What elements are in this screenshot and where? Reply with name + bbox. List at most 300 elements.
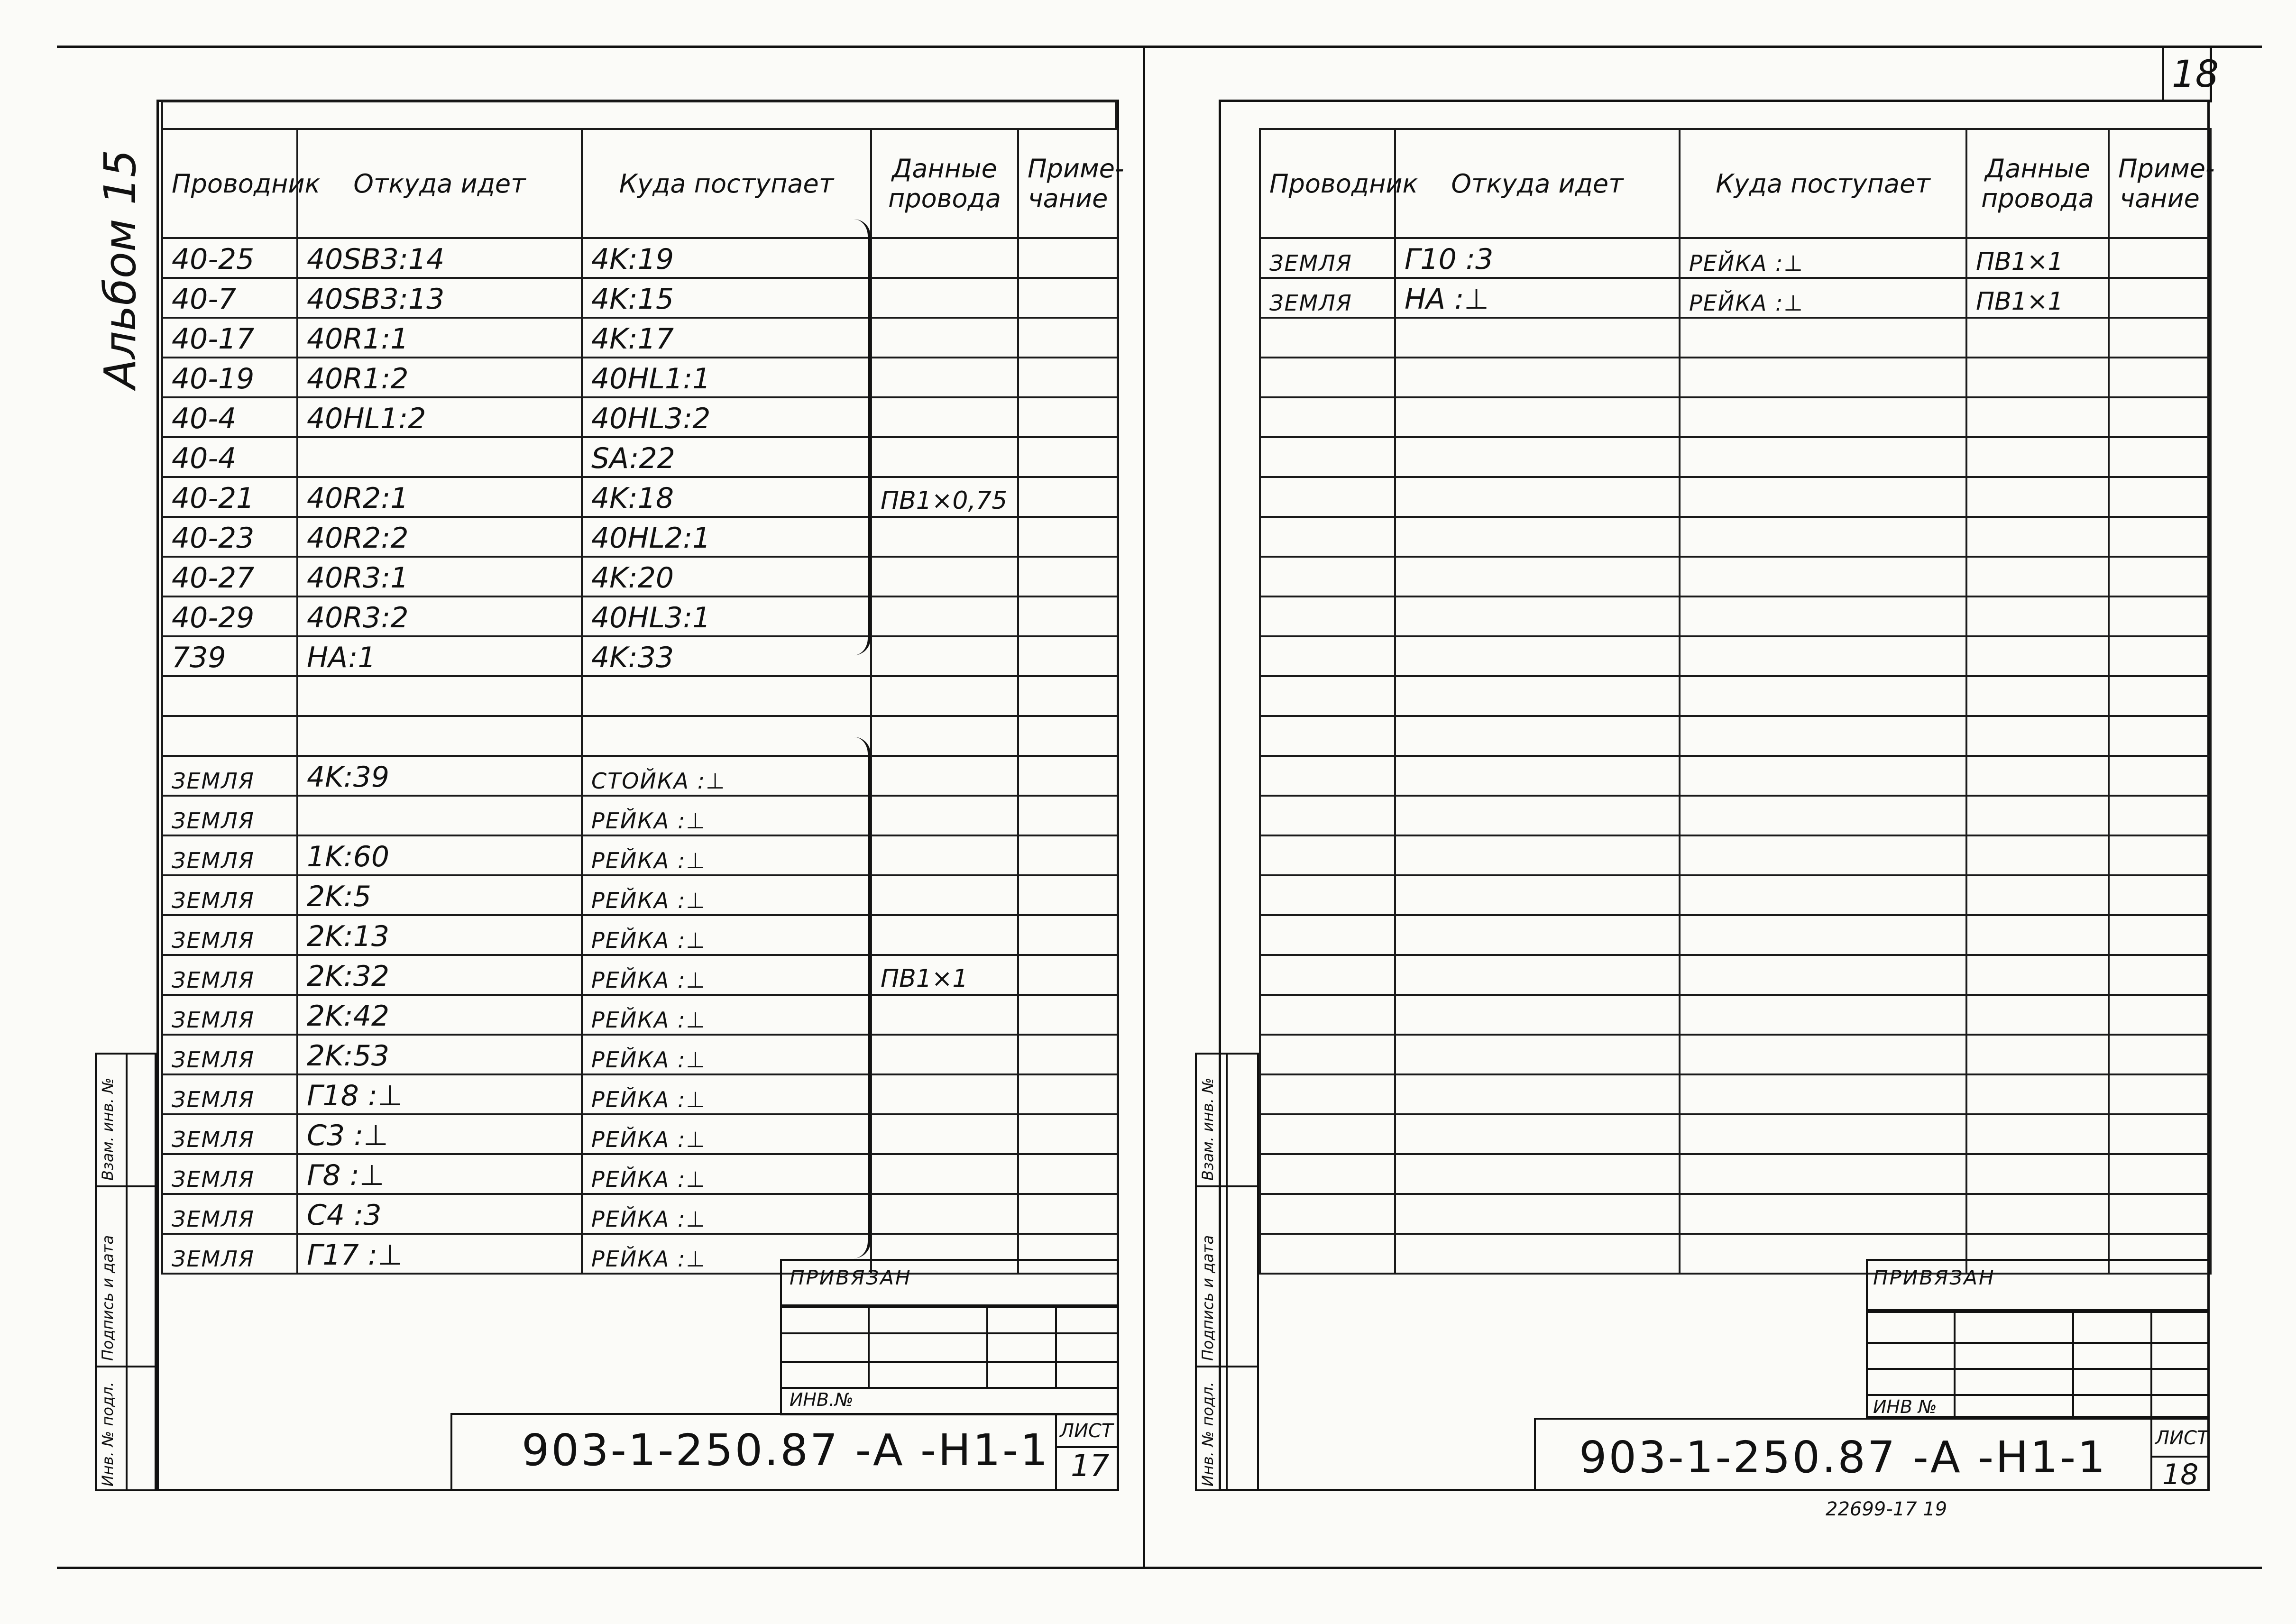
cell-note [2109, 875, 2211, 915]
table-row [162, 437, 1118, 477]
left-attach-grid-h3 [780, 1387, 1119, 1389]
cell-conductor [1260, 1234, 1395, 1274]
cell-data [871, 557, 1018, 596]
cell-from: 2K:32 [297, 955, 582, 995]
cell-data [871, 835, 1018, 875]
header-note [2109, 129, 2215, 238]
cell-from [1395, 397, 1680, 437]
cell-conductor: ЗЕМЛЯ [162, 995, 297, 1035]
header-data-line2: провода [1981, 184, 2094, 213]
cell-note [1018, 477, 1118, 517]
cell-to [1680, 1114, 1966, 1154]
cell-to [1680, 437, 1966, 477]
cell-data [1966, 835, 2109, 875]
table-row [1260, 557, 2211, 596]
table-row [162, 1114, 1118, 1154]
left-inv-label: ИНВ.№ [790, 1389, 854, 1410]
table-row [162, 278, 1118, 318]
cell-from [1395, 1234, 1680, 1274]
cell-from: HA:1 [297, 636, 582, 676]
cell-from [1395, 596, 1680, 636]
header-from: Откуда идет [297, 129, 582, 238]
cell-data [1966, 596, 2109, 636]
cell-conductor: ЗЕМЛЯ [162, 835, 297, 875]
table-row [162, 756, 1118, 796]
cell-note [2109, 995, 2211, 1035]
cell-conductor [1260, 358, 1395, 397]
table-row [162, 1194, 1118, 1234]
table-row [1260, 238, 2211, 278]
table-row [1260, 1114, 2211, 1154]
cell-data [871, 1114, 1018, 1154]
table-row [162, 477, 1118, 517]
cell-from: HA :⊥ [1395, 278, 1680, 318]
cell-conductor: ЗЕМЛЯ [162, 915, 297, 955]
cell-data [1966, 1194, 2109, 1234]
cell-note [1018, 238, 1118, 278]
cell-note [2109, 397, 2211, 437]
cell-to [1680, 477, 1966, 517]
cell-from: 2K:53 [297, 1035, 582, 1074]
table-row [1260, 278, 2211, 318]
left-attach-grid-v2 [986, 1306, 988, 1387]
cell-data [1966, 517, 2109, 557]
right-inv-label: ИНВ № [1873, 1396, 1937, 1417]
cell-from: Г10 :3 [1395, 238, 1680, 278]
table-row [162, 796, 1118, 835]
cell-from: 40HL1:2 [297, 397, 582, 437]
cell-note [1018, 835, 1118, 875]
cell-data [871, 278, 1018, 318]
left-list-number: 17 [1071, 1449, 1110, 1484]
cell-to: РЕЙКА :⊥ [582, 1074, 871, 1114]
cell-data [871, 358, 1018, 397]
cell-data [1966, 915, 2109, 955]
table-row [1260, 1194, 2211, 1234]
right-attach-grid-v1 [1954, 1311, 1956, 1418]
cell-to [1680, 835, 1966, 875]
cell-data [871, 1154, 1018, 1194]
cell-from [1395, 1035, 1680, 1074]
cell-to: РЕЙКА :⊥ [582, 835, 871, 875]
cell-note [2109, 716, 2211, 756]
cell-conductor: 40-17 [162, 318, 297, 358]
header-to: Куда поступает [1680, 129, 1966, 238]
cell-note [1018, 437, 1118, 477]
right-side-label-repl: Взам. инв. № [1199, 1077, 1217, 1181]
table-row [1260, 796, 2211, 835]
table-row [162, 1035, 1118, 1074]
cell-to [1680, 796, 1966, 835]
cell-from: 40SB3:13 [297, 278, 582, 318]
left-privyazan-label: ПРИВЯЗАН [790, 1266, 912, 1289]
cell-conductor [1260, 397, 1395, 437]
right-attach-grid-h2 [1866, 1368, 2210, 1370]
cell-data [871, 596, 1018, 636]
cell-from [297, 437, 582, 477]
cell-to [1680, 676, 1966, 716]
right-number-box-left [2162, 46, 2164, 101]
cell-data [871, 796, 1018, 835]
cell-conductor: ЗЕМЛЯ [162, 1154, 297, 1194]
cell-data [1966, 1074, 2109, 1114]
table-row [162, 397, 1118, 437]
cell-conductor [162, 716, 297, 756]
left-wire-table [161, 128, 1124, 1275]
cell-note [1018, 596, 1118, 636]
cell-conductor: ЗЕМЛЯ [162, 1035, 297, 1074]
table-row [162, 517, 1118, 557]
cell-from [1395, 915, 1680, 955]
header-wire-data [871, 129, 1018, 238]
cell-data: ПВ1×1 [1966, 238, 2109, 278]
right-side-strip-sep1 [1195, 1185, 1259, 1187]
right-side-label-inv: Инв. № подл. [1199, 1382, 1217, 1486]
cell-conductor: ЗЕМЛЯ [1260, 278, 1395, 318]
cell-from [297, 796, 582, 835]
cell-from [1395, 477, 1680, 517]
cell-note [1018, 796, 1118, 835]
cell-note [2109, 1114, 2211, 1154]
cell-conductor: 739 [162, 636, 297, 676]
cell-from: 4K:39 [297, 756, 582, 796]
cell-from: Г8 :⊥ [297, 1154, 582, 1194]
cell-to [582, 716, 871, 756]
table-row [162, 995, 1118, 1035]
cell-from [297, 716, 582, 756]
cell-note [1018, 636, 1118, 676]
cell-conductor [1260, 676, 1395, 716]
cell-to [1680, 397, 1966, 437]
cell-conductor: 40-27 [162, 557, 297, 596]
cell-conductor: ЗЕМЛЯ [162, 955, 297, 995]
left-attach-grid-h2 [780, 1361, 1119, 1363]
table-row [1260, 517, 2211, 557]
cell-note [2109, 238, 2211, 278]
brace-group-2 [854, 737, 871, 1258]
header-to: Куда поступает [582, 129, 871, 238]
page-top-edge [57, 46, 2262, 48]
right-attach-grid-h1 [1866, 1342, 2210, 1344]
right-list-separator [2150, 1456, 2210, 1458]
cell-to: 40HL2:1 [582, 517, 871, 557]
cell-from [1395, 995, 1680, 1035]
cell-from: 40R2:2 [297, 517, 582, 557]
cell-from [1395, 1074, 1680, 1114]
table-row [162, 358, 1118, 397]
cell-from [1395, 716, 1680, 756]
cell-conductor: ЗЕМЛЯ [162, 756, 297, 796]
cell-note [2109, 318, 2211, 358]
cell-conductor [162, 676, 297, 716]
cell-note [2109, 517, 2211, 557]
cell-data [871, 1194, 1018, 1234]
cell-to [1680, 557, 1966, 596]
cell-note [2109, 477, 2211, 517]
cell-from [1395, 875, 1680, 915]
cell-to: РЕЙКА :⊥ [582, 915, 871, 955]
cell-note [1018, 278, 1118, 318]
table-row [1260, 756, 2211, 796]
header-data-line1: Данные [892, 154, 997, 184]
cell-to [1680, 1154, 1966, 1194]
cell-to: 40HL3:2 [582, 397, 871, 437]
cell-data [1966, 437, 2109, 477]
cell-to [582, 676, 871, 716]
cell-note [2109, 358, 2211, 397]
cell-to [1680, 995, 1966, 1035]
cell-note [1018, 716, 1118, 756]
right-page-number: 18 [2172, 53, 2219, 96]
cell-conductor: ЗЕМЛЯ [162, 1194, 297, 1234]
cell-conductor: ЗЕМЛЯ [162, 1234, 297, 1274]
cell-to [1680, 915, 1966, 955]
cell-note [1018, 517, 1118, 557]
cell-from: 2K:5 [297, 875, 582, 915]
cell-data [871, 756, 1018, 796]
cell-note [2109, 437, 2211, 477]
cell-note [2109, 636, 2211, 676]
left-side-strip-divider [126, 1053, 128, 1491]
page-bottom-edge [57, 1567, 2262, 1569]
cell-note [1018, 756, 1118, 796]
cell-to [1680, 517, 1966, 557]
cell-note [1018, 318, 1118, 358]
cell-data: ПВ1×0,75 [871, 477, 1018, 517]
cell-from: 40R1:2 [297, 358, 582, 397]
left-list-separator [1055, 1446, 1119, 1448]
cell-data [1966, 477, 2109, 517]
cell-from [1395, 318, 1680, 358]
header-note-line2: чание [2120, 184, 2200, 213]
right-wire-table [1259, 128, 2215, 1275]
header-conductor: Проводник [1260, 129, 1395, 238]
cell-to: РЕЙКА :⊥ [582, 1194, 871, 1234]
right-list-number: 18 [2162, 1458, 2199, 1491]
cell-from: 40R3:1 [297, 557, 582, 596]
table-row [1260, 596, 2211, 636]
table-row [1260, 995, 2211, 1035]
right-side-strip-sep2 [1195, 1366, 1259, 1367]
cell-note [1018, 397, 1118, 437]
cell-to [1680, 955, 1966, 995]
cell-from [1395, 756, 1680, 796]
table-row [1260, 875, 2211, 915]
cell-from [1395, 796, 1680, 835]
cell-to: 4K:20 [582, 557, 871, 596]
right-attach-grid-v2 [2072, 1311, 2074, 1418]
right-doc-code: 903-1-250.87 -А -Н1-1 [1579, 1432, 2107, 1483]
cell-conductor [1260, 915, 1395, 955]
table-row [162, 596, 1118, 636]
cell-conductor [1260, 557, 1395, 596]
cell-to: РЕЙКА :⊥ [582, 955, 871, 995]
cell-from: 40R1:1 [297, 318, 582, 358]
cell-from [1395, 636, 1680, 676]
cell-to: РЕЙКА :⊥ [582, 796, 871, 835]
cell-to [1680, 358, 1966, 397]
cell-conductor: 40-29 [162, 596, 297, 636]
cell-note [2109, 1194, 2211, 1234]
cell-conductor [1260, 517, 1395, 557]
cell-conductor [1260, 835, 1395, 875]
cell-note [1018, 1074, 1118, 1114]
table-row [162, 676, 1118, 716]
table-row [1260, 915, 2211, 955]
cell-conductor [1260, 716, 1395, 756]
brace-group-1 [854, 219, 871, 655]
cell-data [871, 238, 1018, 278]
cell-from: 40SB3:14 [297, 238, 582, 278]
table-row [1260, 1074, 2211, 1114]
left-doc-code: 903-1-250.87 -А -Н1-1 [522, 1425, 1050, 1476]
cell-note [2109, 915, 2211, 955]
cell-conductor: ЗЕМЛЯ [162, 1074, 297, 1114]
cell-to: 4K:33 [582, 636, 871, 676]
cell-to: 40HL1:1 [582, 358, 871, 397]
cell-to: РЕЙКА :⊥ [582, 1234, 871, 1274]
cell-from [1395, 1154, 1680, 1194]
cell-note [1018, 955, 1118, 995]
table-row [1260, 1154, 2211, 1194]
left-list-divider [1055, 1413, 1057, 1491]
cell-from [1395, 676, 1680, 716]
cell-conductor [1260, 995, 1395, 1035]
cell-conductor: ЗЕМЛЯ [162, 875, 297, 915]
header-note-line2: чание [1028, 184, 1108, 213]
cell-conductor [1260, 1194, 1395, 1234]
cell-to: РЕЙКА :⊥ [582, 995, 871, 1035]
cell-data [871, 636, 1018, 676]
left-side-strip-sep2 [95, 1366, 156, 1367]
cell-note [1018, 1035, 1118, 1074]
cell-note [2109, 278, 2211, 318]
cell-conductor [1260, 318, 1395, 358]
header-wire-data [1966, 129, 2109, 238]
cell-to: РЕЙКА :⊥ [582, 1114, 871, 1154]
table-row [1260, 1035, 2211, 1074]
cell-from [1395, 1194, 1680, 1234]
cell-from: 2K:13 [297, 915, 582, 955]
cell-to [1680, 1035, 1966, 1074]
cell-data [1966, 1154, 2109, 1194]
cell-data [1966, 358, 2109, 397]
table-row [162, 835, 1118, 875]
cell-conductor: ЗЕМЛЯ [1260, 238, 1395, 278]
cell-note [2109, 1154, 2211, 1194]
cell-data [1966, 636, 2109, 676]
cell-from: 40R2:1 [297, 477, 582, 517]
cell-note [2109, 596, 2211, 636]
cell-to [1680, 756, 1966, 796]
table-row [1260, 835, 2211, 875]
right-side-label-sign: Подпись и дата [1199, 1235, 1217, 1361]
cell-from: C3 :⊥ [297, 1114, 582, 1154]
cell-conductor [1260, 756, 1395, 796]
right-attach-grid-v3 [2150, 1311, 2152, 1418]
table-row [162, 238, 1118, 278]
left-side-label-repl: Взам. инв. № [99, 1077, 117, 1181]
cell-data [871, 716, 1018, 756]
cell-to: 4K:15 [582, 278, 871, 318]
cell-from: 1K:60 [297, 835, 582, 875]
cell-conductor [1260, 1074, 1395, 1114]
cell-from: C4 :3 [297, 1194, 582, 1234]
cell-data [1966, 557, 2109, 596]
table-row [162, 915, 1118, 955]
cell-from [1395, 1114, 1680, 1154]
cell-conductor [1260, 1154, 1395, 1194]
cell-to [1680, 1074, 1966, 1114]
cell-note [1018, 1114, 1118, 1154]
table-row [1260, 636, 2211, 676]
table-row [1260, 716, 2211, 756]
cell-note [2109, 676, 2211, 716]
table-row [162, 1074, 1118, 1114]
cell-to [1680, 1194, 1966, 1234]
cell-conductor: 40-7 [162, 278, 297, 318]
left-attach-grid-v1 [868, 1306, 870, 1387]
cell-to: 4K:18 [582, 477, 871, 517]
right-table-header [1260, 129, 2211, 238]
cell-note [2109, 796, 2211, 835]
right-list-label: ЛИСТ [2155, 1427, 2209, 1449]
left-side-label-inv: Инв. № подл. [99, 1382, 117, 1486]
cell-note [1018, 676, 1118, 716]
left-top-strip [161, 101, 1117, 128]
cell-conductor: ЗЕМЛЯ [162, 796, 297, 835]
table-row [1260, 437, 2211, 477]
cell-data [1966, 875, 2109, 915]
cell-data [1966, 796, 2109, 835]
cell-conductor [1260, 955, 1395, 995]
cell-data [871, 318, 1018, 358]
cell-to [1680, 596, 1966, 636]
archive-stamp-number: 22699-17 19 [1826, 1498, 1947, 1520]
left-attach-grid-h1 [780, 1332, 1119, 1334]
cell-data [871, 676, 1018, 716]
cell-conductor: 40-19 [162, 358, 297, 397]
cell-data: ПВ1×1 [871, 955, 1018, 995]
cell-conductor: 40-4 [162, 437, 297, 477]
cell-data [871, 1074, 1018, 1114]
cell-from: 40R3:2 [297, 596, 582, 636]
cell-to [1680, 716, 1966, 756]
cell-from: 2K:42 [297, 995, 582, 1035]
cell-data [871, 995, 1018, 1035]
cell-data [1966, 318, 2109, 358]
cell-data [1966, 1114, 2109, 1154]
cell-note [1018, 915, 1118, 955]
sheet-divider [1143, 46, 1145, 1568]
cell-note [2109, 756, 2211, 796]
cell-note [2109, 1074, 2211, 1114]
cell-data [871, 915, 1018, 955]
cell-data [1966, 676, 2109, 716]
header-note-line1: Приме- [1028, 154, 1124, 184]
table-row [162, 636, 1118, 676]
cell-from: Г18 :⊥ [297, 1074, 582, 1114]
cell-from [1395, 437, 1680, 477]
right-side-strip-divider [1226, 1053, 1228, 1491]
cell-conductor [1260, 636, 1395, 676]
cell-conductor: 40-25 [162, 238, 297, 278]
cell-conductor [1260, 1114, 1395, 1154]
cell-conductor: ЗЕМЛЯ [162, 1114, 297, 1154]
table-row [1260, 358, 2211, 397]
cell-conductor [1260, 1035, 1395, 1074]
table-row [1260, 318, 2211, 358]
